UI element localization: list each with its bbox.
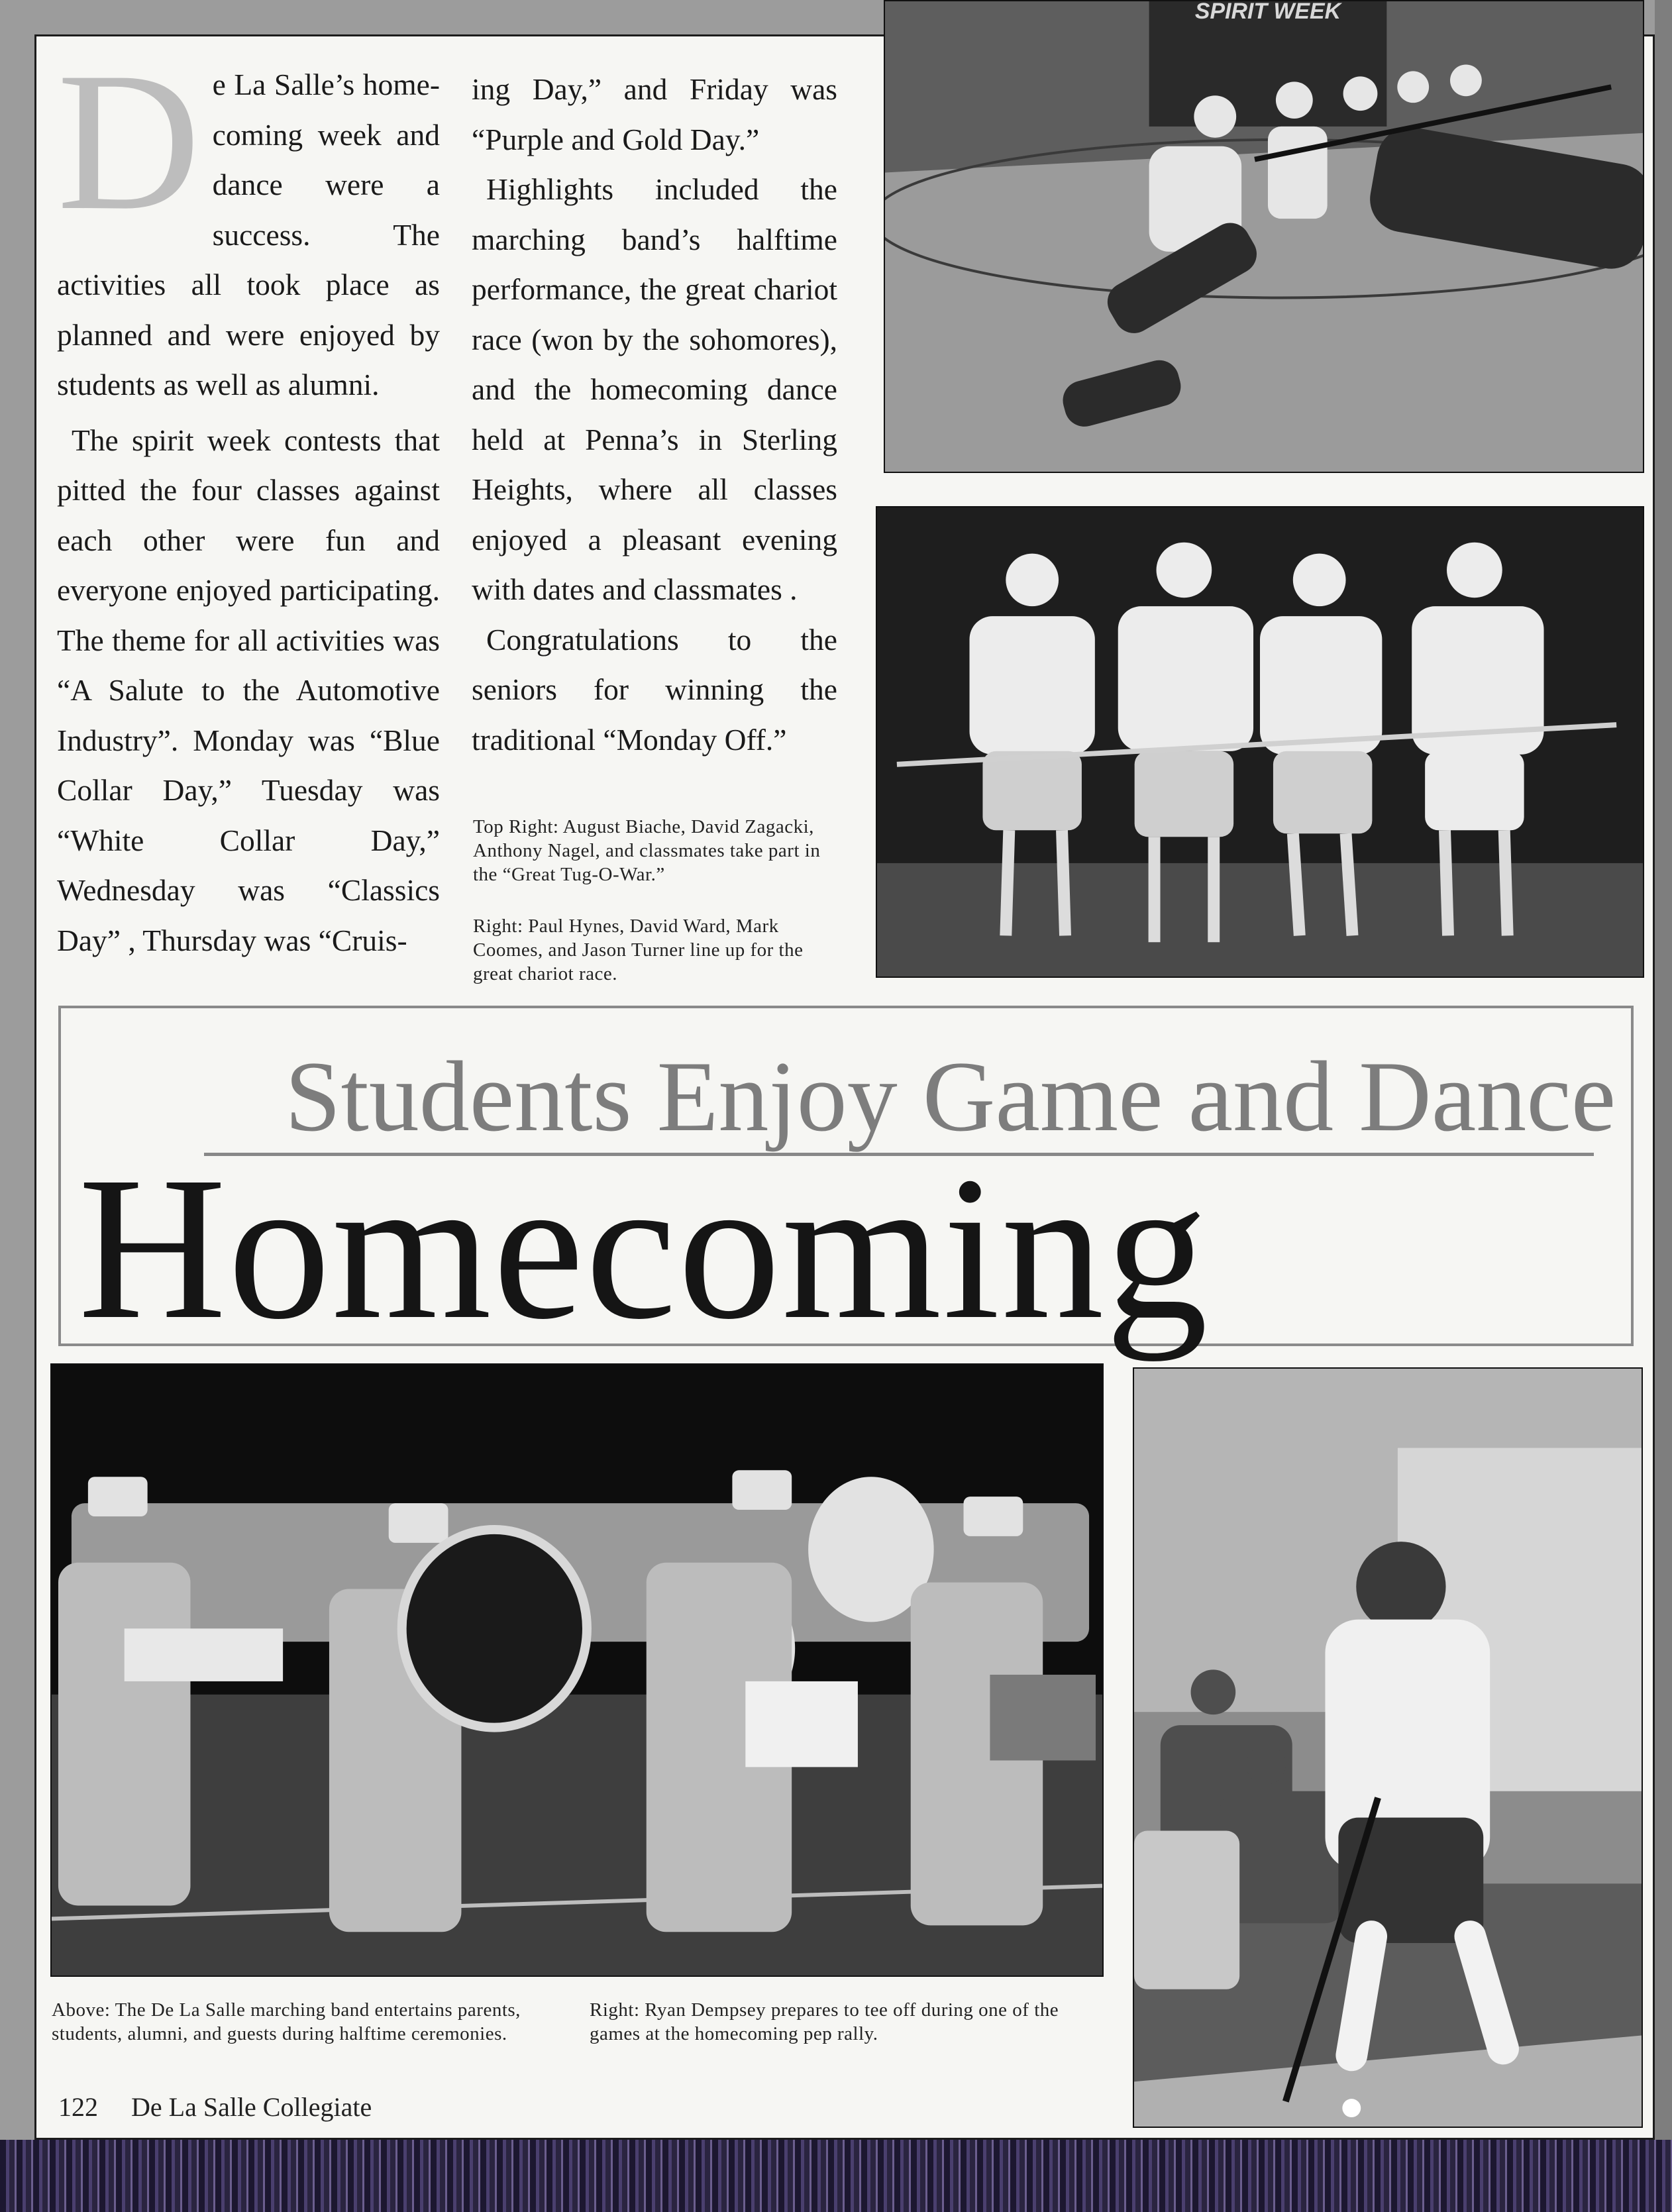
drop-cap: D bbox=[57, 31, 201, 251]
article-paragraph: e La Salle’s home- coming week and dance were a success. The activities all took place as planned and were enjoyed by students as well as alumni. bbox=[57, 68, 440, 401]
publication-name: De La Salle Collegiate bbox=[131, 2092, 372, 2122]
photo-golf bbox=[1133, 1367, 1643, 2128]
photo-chariot-race bbox=[876, 506, 1644, 978]
caption-chariot: Right: Paul Hynes, David Ward, Mark Coomes, and Jason Turner line up for the great chariot race. bbox=[473, 916, 804, 984]
article-column-2 bbox=[472, 64, 837, 764]
scan-edge bbox=[1655, 0, 1672, 2140]
article-column-1 bbox=[57, 31, 440, 965]
page-number: 122 bbox=[58, 2092, 98, 2122]
banner-text: SPIRIT WEEK bbox=[1194, 1, 1341, 24]
scan-edge-strip bbox=[0, 2140, 1672, 2212]
article-paragraph: Highlights included the marching band’s halftime performance, the great chariot race (won by the sohomores), and the homecoming dance held at Penna’s in Sterling Heights, where all classes enjoyed a pleasant evening with dates and classmates . bbox=[472, 172, 837, 606]
article-paragraph: The spirit week contests that pitted the four classes against each other were fun and everyone enjoyed participating. The theme for all activities was “A Salute to the Automotive Industry”. Monday was “Blue Collar Day,” Tuesday was “White Collar Day,” Wednesday was “Classics Day” , Thursday was “Cruis- bbox=[57, 423, 440, 957]
caption-golf: Right: Ryan Dempsey prepares to tee off during one of the games at the homecoming pep rally. bbox=[590, 1999, 1059, 2044]
headline-kicker: Students Enjoy Game and Dance bbox=[285, 1041, 1616, 1152]
headline-title: Homecoming bbox=[78, 1135, 1210, 1362]
photo-marching-band bbox=[50, 1363, 1104, 1977]
page-footer bbox=[58, 2091, 372, 2123]
caption-band: Above: The De La Salle marching band entertains parents, students, alumni, and guests during halftime ceremonies. bbox=[52, 1999, 521, 2044]
caption-tug-of-war: Top Right: August Biache, David Zagacki, Anthony Nagel, and classmates take part in the “Great Tug-O-War.” bbox=[473, 816, 821, 885]
article-paragraph: ing Day,” and Friday was “Purple and Gold Day.” bbox=[472, 72, 837, 156]
article-paragraph: Congratulations to the seniors for winning the traditional “Monday Off.” bbox=[472, 622, 837, 757]
photo-tug-of-war bbox=[884, 0, 1644, 473]
